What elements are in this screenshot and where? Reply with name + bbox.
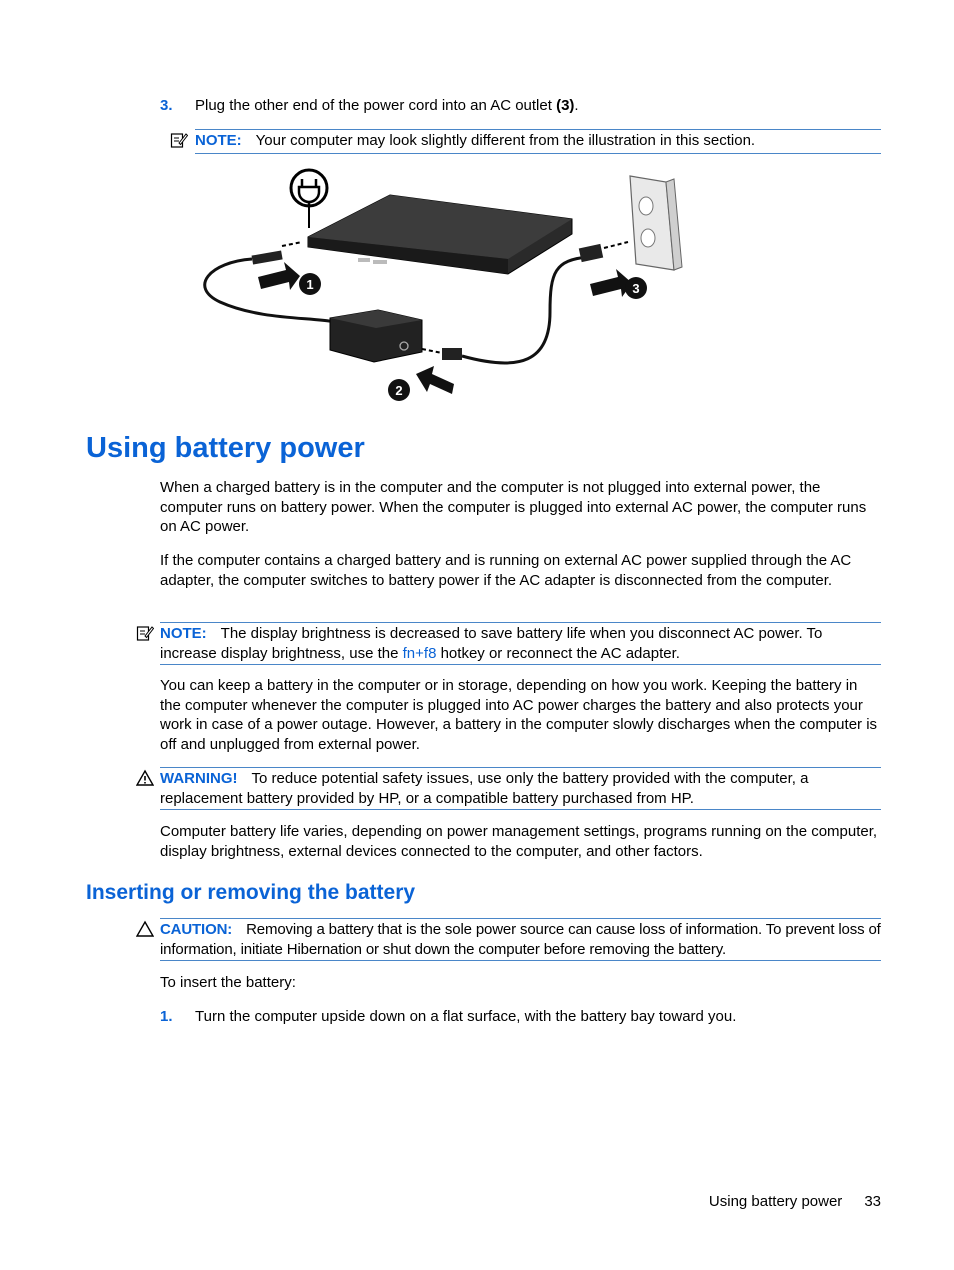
step-tail: . [574, 97, 579, 114]
subsection-heading: Inserting or removing the battery [86, 881, 416, 904]
laptop-image [308, 195, 572, 274]
note-icon [170, 131, 188, 149]
paragraph: You can keep a battery in the computer or in storage, depending on how you work. Keeping the battery in the computer whenever the computer is plugged into AC power charges the battery and also protects your work in case of a power outage. However, a battery in the computer slowly discharges when the computer is off and unplugged from external power. [160, 677, 878, 753]
callout-2 [388, 379, 410, 401]
svg-text:2: 2 [395, 383, 403, 398]
callout-1 [299, 273, 321, 295]
step-number: 3. [160, 97, 173, 114]
caution-callout [160, 918, 881, 961]
note-text-tail: hotkey or reconnect the AC adapter. [436, 644, 680, 662]
step-number: 1. [160, 1008, 173, 1025]
step-bold-ref: (3) [556, 97, 575, 114]
note-label: NOTE: [160, 625, 207, 642]
section-heading: Using battery power [86, 432, 365, 464]
note-label: NOTE: [195, 132, 242, 149]
note-text: The display brightness is decreased to save battery life when you disconnect AC power. To increase display brightness, use the [160, 625, 823, 662]
power-connection-illustration [190, 162, 690, 407]
paragraph: Computer battery life varies, depending on power management settings, programs running on the computer, display brightness, external devices connected to the computer, and other factors. [160, 823, 878, 860]
paragraph: If the computer contains a charged battery and is running on external AC power supplied through the AC adapter, the computer switches to battery power if the AC adapter is disconnected from the computer. [160, 552, 852, 589]
caution-text: Removing a battery that is the sole power source can cause loss of information. To prevent loss of information, initiate Hibernation or shut down the computer before removing the battery. [160, 921, 881, 958]
note-text: Your computer may look slightly different from the illustration in this section. [255, 132, 756, 149]
step-text: Turn the computer upside down on a flat surface, with the battery bay toward you. [195, 1008, 737, 1025]
wall-outlet-image [630, 176, 682, 270]
caution-label: CAUTION: [160, 921, 233, 938]
power-plug-icon [291, 170, 327, 228]
step-text: Plug the other end of the power cord into an AC outlet [195, 97, 557, 114]
note-icon [136, 624, 154, 642]
ac-adapter-image [330, 310, 422, 362]
warning-label: WARNING! [160, 770, 238, 787]
step-3 [160, 96, 579, 115]
paragraph: When a charged battery is in the computer and the computer is not plugged into external power, the computer runs on battery power. When the computer is plugged into external AC power, the computer runs on AC power. [160, 479, 867, 535]
note-callout [195, 129, 881, 154]
hotkey-link[interactable]: fn+f8 [402, 644, 437, 662]
page-number: 33 [864, 1193, 881, 1210]
svg-text:3: 3 [632, 281, 640, 296]
note-callout [160, 622, 881, 665]
paragraph: To insert the battery: [160, 974, 296, 991]
caution-icon [136, 920, 154, 938]
svg-text:1: 1 [306, 277, 314, 292]
page-footer [709, 1193, 881, 1210]
warning-text: To reduce potential safety issues, use only the battery provided with the computer, a replacement battery provided by HP, or a compatible battery purchased from HP. [160, 770, 809, 807]
footer-section-title: Using battery power [708, 1193, 843, 1210]
warning-icon [136, 769, 154, 787]
callout-3 [625, 277, 647, 299]
step-1 [160, 1007, 736, 1026]
warning-callout [160, 767, 881, 810]
